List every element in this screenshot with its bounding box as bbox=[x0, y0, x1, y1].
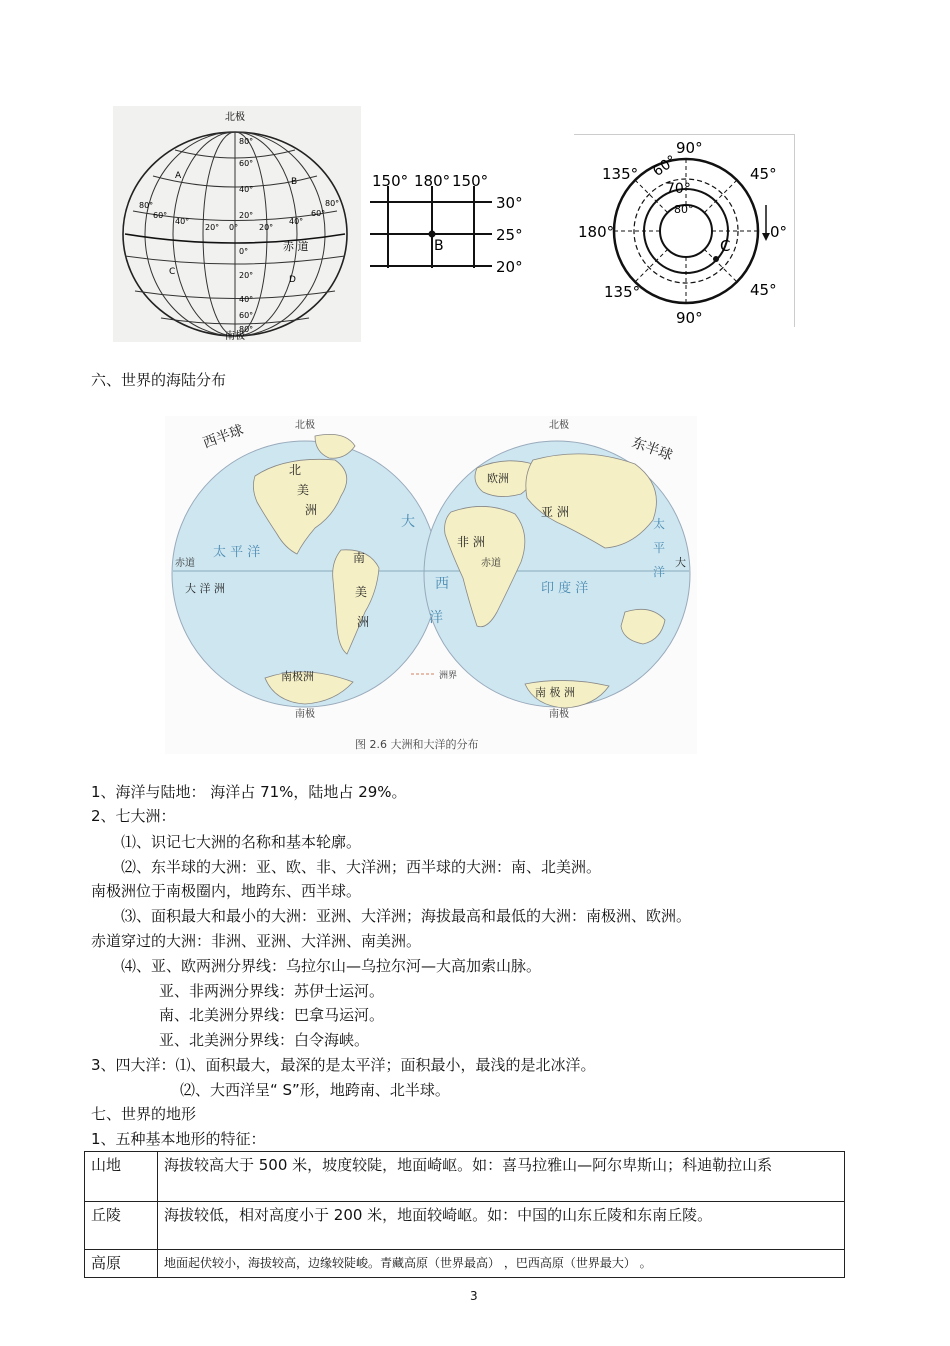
grid-point-marker bbox=[429, 231, 436, 238]
grid-top-label-1: 150° bbox=[372, 172, 409, 190]
indian-ocean-label: 印 度 洋 bbox=[541, 581, 589, 596]
polar-inner-60: 60° bbox=[650, 152, 680, 180]
line-item-3: ⑶、面积最大和最小的大洲：亚洲、大洋洲；海拔最高和最低的大洲：南极洲、欧洲。 bbox=[121, 907, 692, 925]
svg-text:80°: 80° bbox=[239, 325, 254, 334]
line-asia-africa: 亚、非两洲分界线：苏伊士运河。 bbox=[159, 982, 385, 1000]
polar-bottom-left: 135° bbox=[604, 283, 641, 301]
svg-text:60°: 60° bbox=[239, 311, 254, 320]
svg-text:20°: 20° bbox=[205, 223, 220, 232]
svg-text:40°: 40° bbox=[175, 217, 190, 226]
polar-top-right: 45° bbox=[750, 165, 777, 183]
grid-point-b: B bbox=[434, 238, 444, 254]
antarctica-left-label: 南极洲 bbox=[281, 670, 314, 683]
section7-heading: 七、世界的地形 bbox=[91, 1105, 197, 1123]
north-america-1: 北 bbox=[289, 463, 302, 477]
svg-text:20°: 20° bbox=[239, 271, 254, 280]
equator-left: 赤道 bbox=[175, 558, 195, 569]
globe-point-d: D bbox=[289, 275, 296, 285]
svg-text:80°: 80° bbox=[239, 137, 254, 146]
north-america-2: 美 bbox=[297, 483, 310, 497]
table-row bbox=[85, 1250, 845, 1278]
line-equator-continents: 赤道穿过的大洲：非洲、亚洲、大洋洲、南美洲。 bbox=[91, 932, 422, 950]
pacific-right-1: 太 bbox=[653, 517, 666, 531]
svg-text:40°: 40° bbox=[239, 295, 254, 304]
svg-text:40°: 40° bbox=[239, 185, 254, 194]
equator-right: 赤道 bbox=[481, 558, 501, 569]
svg-text:20°: 20° bbox=[239, 211, 254, 220]
east-hemisphere-label: 东半球 bbox=[629, 434, 675, 465]
map-caption: 图 2.6 大洲和大洋的分布 bbox=[355, 738, 479, 751]
globe-point-c: C bbox=[169, 267, 176, 277]
europe-label: 欧洲 bbox=[487, 472, 509, 485]
polar-figure bbox=[574, 134, 795, 327]
north-america-3: 洲 bbox=[305, 503, 318, 517]
table-row bbox=[85, 1152, 845, 1202]
line-four-oceans: 3、四大洋：⑴、面积最大，最深的是太平洋；面积最小，最浅的是北冰洋。 bbox=[91, 1056, 596, 1074]
antarctica-right-label: 南 极 洲 bbox=[535, 686, 575, 699]
grid-top-label-2: 180° bbox=[414, 172, 451, 190]
terrain-desc: 海拔较高大于 500 米，坡度较陡，地面崎岖。如：喜马拉雅山—阿尔卑斯山；科迪勒拉山系 bbox=[158, 1152, 845, 1202]
svg-text:40°: 40° bbox=[289, 217, 304, 226]
south-pole-left: 南极 bbox=[295, 709, 315, 720]
asia-label: 亚 洲 bbox=[541, 505, 569, 519]
svg-text:80°: 80° bbox=[325, 199, 340, 208]
line-antarctica: 南极洲位于南极圈内，地跨东、西半球。 bbox=[91, 882, 362, 900]
world-map-figure bbox=[165, 416, 697, 754]
atlantic-2: 西 bbox=[435, 576, 449, 592]
grid-right-label-2: 25° bbox=[496, 226, 523, 244]
line-ocean-land: 1、海洋与陆地： 海洋占 71%，陆地占 29%。 bbox=[91, 783, 407, 801]
atlantic-3: 洋 bbox=[429, 610, 443, 626]
north-pole-left: 北极 bbox=[295, 420, 315, 431]
grid-diagram bbox=[362, 134, 562, 314]
svg-text:0°: 0° bbox=[229, 223, 239, 232]
grid-right-label-1: 30° bbox=[496, 194, 523, 212]
globe-graticule bbox=[113, 106, 361, 342]
globe-south-pole: 南极 bbox=[225, 331, 245, 342]
page-number: 3 bbox=[470, 1289, 478, 1303]
svg-text:80°: 80° bbox=[139, 201, 154, 210]
south-america-2: 美 bbox=[355, 585, 368, 599]
west-hemisphere-label: 西半球 bbox=[200, 422, 246, 452]
svg-text:60°: 60° bbox=[311, 209, 326, 218]
terrain-desc: 海拔较低，相对高度小于 200 米，地面较崎岖。如：中国的山东丘陵和东南丘陵。 bbox=[158, 1202, 845, 1250]
line-atlantic: ⑵、大西洋呈“ S”形，地跨南、北半球。 bbox=[180, 1081, 450, 1099]
australia-label: 大 bbox=[675, 556, 686, 569]
polar-left: 180° bbox=[578, 223, 615, 241]
pacific-right-3: 洋 bbox=[653, 565, 666, 579]
atlantic-1: 大 bbox=[401, 514, 415, 530]
legend-boundary: 洲界 bbox=[439, 671, 458, 681]
line-asia-namerica: 亚、北美洲分界线：白令海峡。 bbox=[159, 1031, 370, 1049]
globe-equator-label: 赤 道 bbox=[283, 240, 309, 253]
polar-top: 90° bbox=[676, 139, 703, 157]
polar-inner-80: 80° bbox=[674, 203, 694, 216]
north-pole-right: 北极 bbox=[549, 420, 569, 431]
globe-point-a: A bbox=[175, 171, 182, 181]
svg-text:60°: 60° bbox=[239, 159, 254, 168]
svg-text:20°: 20° bbox=[259, 223, 274, 232]
terrain-table bbox=[84, 1151, 845, 1278]
pacific-left-label: 太 平 洋 bbox=[213, 545, 261, 560]
grid-figure bbox=[362, 134, 562, 314]
grid-right-label-3: 20° bbox=[496, 258, 523, 276]
globe-north-pole: 北极 bbox=[225, 112, 245, 123]
table-row bbox=[85, 1202, 845, 1250]
line-item-4: ⑷、亚、欧两洲分界线：乌拉尔山—乌拉尔河—大高加索山脉。 bbox=[121, 957, 542, 975]
terrain-desc: 地面起伏较小，海拔较高，边缘较陡峻。青藏高原（世界最高） ，巴西高原（世界最大） 。 bbox=[158, 1250, 845, 1278]
globe-figure bbox=[113, 106, 361, 342]
svg-text:60°: 60° bbox=[153, 211, 168, 220]
world-map bbox=[165, 416, 697, 754]
line-landforms: 1、五种基本地形的特征： bbox=[91, 1130, 266, 1148]
pacific-right-2: 平 bbox=[653, 541, 666, 555]
south-america-1: 南 bbox=[353, 551, 366, 565]
terrain-name: 丘陵 bbox=[85, 1202, 158, 1250]
africa-label: 非 洲 bbox=[457, 535, 485, 549]
line-americas: 南、北美洲分界线：巴拿马运河。 bbox=[159, 1006, 385, 1024]
terrain-name: 山地 bbox=[85, 1152, 158, 1202]
polar-diagram bbox=[574, 135, 794, 327]
south-america-3: 洲 bbox=[357, 615, 370, 629]
svg-text:0°: 0° bbox=[239, 247, 249, 256]
polar-point-c: C bbox=[720, 237, 731, 255]
oceania-label: 大 洋 洲 bbox=[185, 582, 225, 595]
polar-bottom-right: 45° bbox=[750, 281, 777, 299]
polar-right: 0° bbox=[770, 223, 788, 241]
line-item-1: ⑴、识记七大洲的名称和基本轮廓。 bbox=[121, 833, 362, 851]
south-pole-right: 南极 bbox=[549, 709, 569, 720]
polar-bottom: 90° bbox=[676, 309, 703, 327]
polar-inner-70: 70° bbox=[666, 181, 691, 197]
line-item-2: ⑵、东半球的大洲：亚、欧、非、大洋洲；西半球的大洲：南、北美洲。 bbox=[121, 858, 602, 876]
polar-top-left: 135° bbox=[602, 165, 639, 183]
section-heading: 六、世界的海陆分布 bbox=[91, 371, 227, 389]
line-seven-continents: 2、七大洲： bbox=[91, 807, 176, 825]
terrain-name: 高原 bbox=[85, 1250, 158, 1278]
grid-top-label-3: 150° bbox=[452, 172, 489, 190]
globe-point-b: B bbox=[291, 177, 298, 187]
